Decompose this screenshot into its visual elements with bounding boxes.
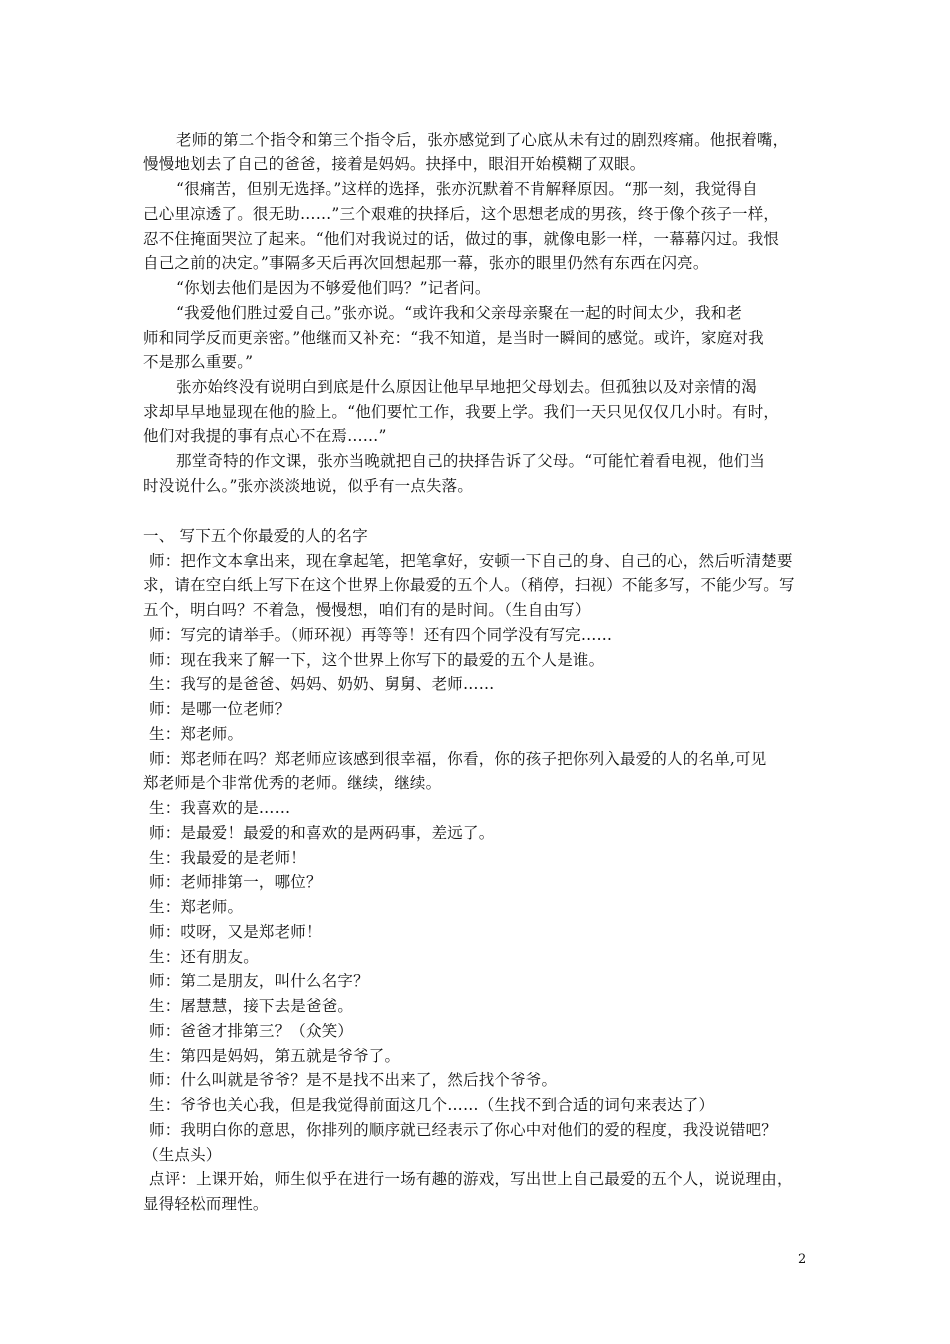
text-line: 师和同学反而更亲密。”他继而又补充：“我不知道，是当时一瞬间的感觉。或许，家庭对我 [143, 329, 764, 347]
dialogue-line: 师：是最爱！最爱的和喜欢的是两码事，差远了。 [149, 824, 495, 842]
dialogue-line: 师：把作文本拿出来，现在拿起笔，把笔拿好，安顿一下自己的身、自己的心，然后听清楚要 [149, 552, 793, 570]
dialogue-line: 师：爸爸才排第三？（众笑） [149, 1022, 354, 1040]
text-line: “很痛苦，但别无选择。”这样的选择，张亦沉默着不肯解释原因。“那一刻，我觉得自 [176, 180, 758, 198]
text-line: 他们对我提的事有点心不在焉……” [143, 427, 387, 445]
text-line: “你划去他们是因为不够爱他们吗？”记者问。 [176, 279, 491, 297]
dialogue-line: 师：第二是朋友，叫什么名字？ [149, 972, 369, 990]
dialogue-line: 生：我喜欢的是…… [149, 799, 291, 817]
dialogue-line: 生：屠慧慧，接下去是爸爸。 [149, 997, 354, 1015]
dialogue-line: （生点头） [143, 1146, 222, 1164]
dialogue-line: 生：爷爷也关心我，但是我觉得前面这几个……（生找不到合适的词句来表达了） [149, 1096, 715, 1114]
dialogue-line: 生：郑老师。 [149, 898, 244, 916]
dialogue-line: 生：我写的是爸爸、妈妈、奶奶、舅舅、老师…… [149, 675, 495, 693]
dialogue-line: 师：是哪一位老师？ [149, 700, 291, 718]
text-line: 时没说什么。”张亦淡淡地说，似乎有一点失落。 [143, 477, 474, 495]
page-number: 2 [798, 1252, 807, 1267]
dialogue-line: 师：现在我来了解一下，这个世界上你写下的最爱的五个人是谁。 [149, 651, 605, 669]
text-line: 慢慢地划去了自己的爸爸，接着是妈妈。抉择中，眼泪开始模糊了双眼。 [143, 155, 646, 173]
text-line: 不是那么重要。” [143, 353, 254, 371]
text-line: 忍不住掩面哭泣了起来。“他们对我说过的话，做过的事，就像电影一样，一幕幕闪过。我恨 [143, 230, 780, 248]
text-line: 求却早早地显现在他的脸上。“他们要忙工作，我要上学。我们一天只见仅仅几小时。有时， [143, 403, 780, 421]
dialogue-line: 师：我明白你的意思，你排列的顺序就已经表示了你心中对他们的爱的程度，我没说错吧？ [149, 1121, 778, 1139]
dialogue-line: 生：我最爱的是老师！ [149, 849, 307, 867]
text-line: 老师的第二个指令和第三个指令后，张亦感觉到了心底从未有过的剧烈疼痛。他抿着嘴， [176, 131, 789, 149]
dialogue-line: 师：什么叫就是爷爷？是不是找不出来了，然后找个爷爷。 [149, 1071, 558, 1089]
dialogue-line: 师：哎呀，又是郑老师！ [149, 923, 322, 941]
dialogue-line: 师：郑老师在吗？郑老师应该感到很幸福，你看，你的孩子把你列入最爱的人的名单,可见 [149, 750, 767, 768]
dialogue-line: 求，请在空白纸上写下在这个世界上你最爱的五个人。（稍停，扫视）不能多写，不能少写。写 [143, 576, 795, 594]
dialogue-line: 生：还有朋友。 [149, 948, 259, 966]
dialogue-line: 师：写完的请举手。（师环视）再等等！还有四个同学没有写完…… [149, 626, 613, 644]
section-heading: 一、 写下五个你最爱的人的名字 [143, 527, 368, 545]
dialogue-line: 五个，明白吗？不着急，慢慢想，咱们有的是时间。（生自由写） [143, 601, 591, 619]
dialogue-line: 师：老师排第一，哪位？ [149, 873, 322, 891]
text-line: “我爱他们胜过爱自己。”张亦说。“或许我和父亲母亲聚在一起的时间太少，我和老 [176, 304, 743, 322]
text-line: 自己之前的决定。”事隔多天后再次回想起那一幕，张亦的眼里仍然有东西在闪亮。 [143, 254, 709, 272]
dialogue-line: 生：第四是妈妈，第五就是爷爷了。 [149, 1047, 401, 1065]
comment-line: 显得轻松而理性。 [143, 1195, 269, 1213]
text-line: 那堂奇特的作文课，张亦当晚就把自己的抉择告诉了父母。“可能忙着看电视，他们当 [176, 452, 766, 470]
dialogue-line: 生：郑老师。 [149, 725, 244, 743]
text-line: 己心里凉透了。很无助……”三个艰难的抉择后，这个思想老成的男孩，终于像个孩子一样， [143, 205, 780, 223]
comment-line: 点评：上课开始，师生似乎在进行一场有趣的游戏，写出世上自己最爱的五个人，说说理由， [149, 1170, 793, 1188]
text-line: 张亦始终没有说明白到底是什么原因让他早早地把父母划去。但孤独以及对亲情的渴 [176, 378, 757, 396]
dialogue-line: 郑老师是个非常优秀的老师。继续，继续。 [143, 774, 442, 792]
